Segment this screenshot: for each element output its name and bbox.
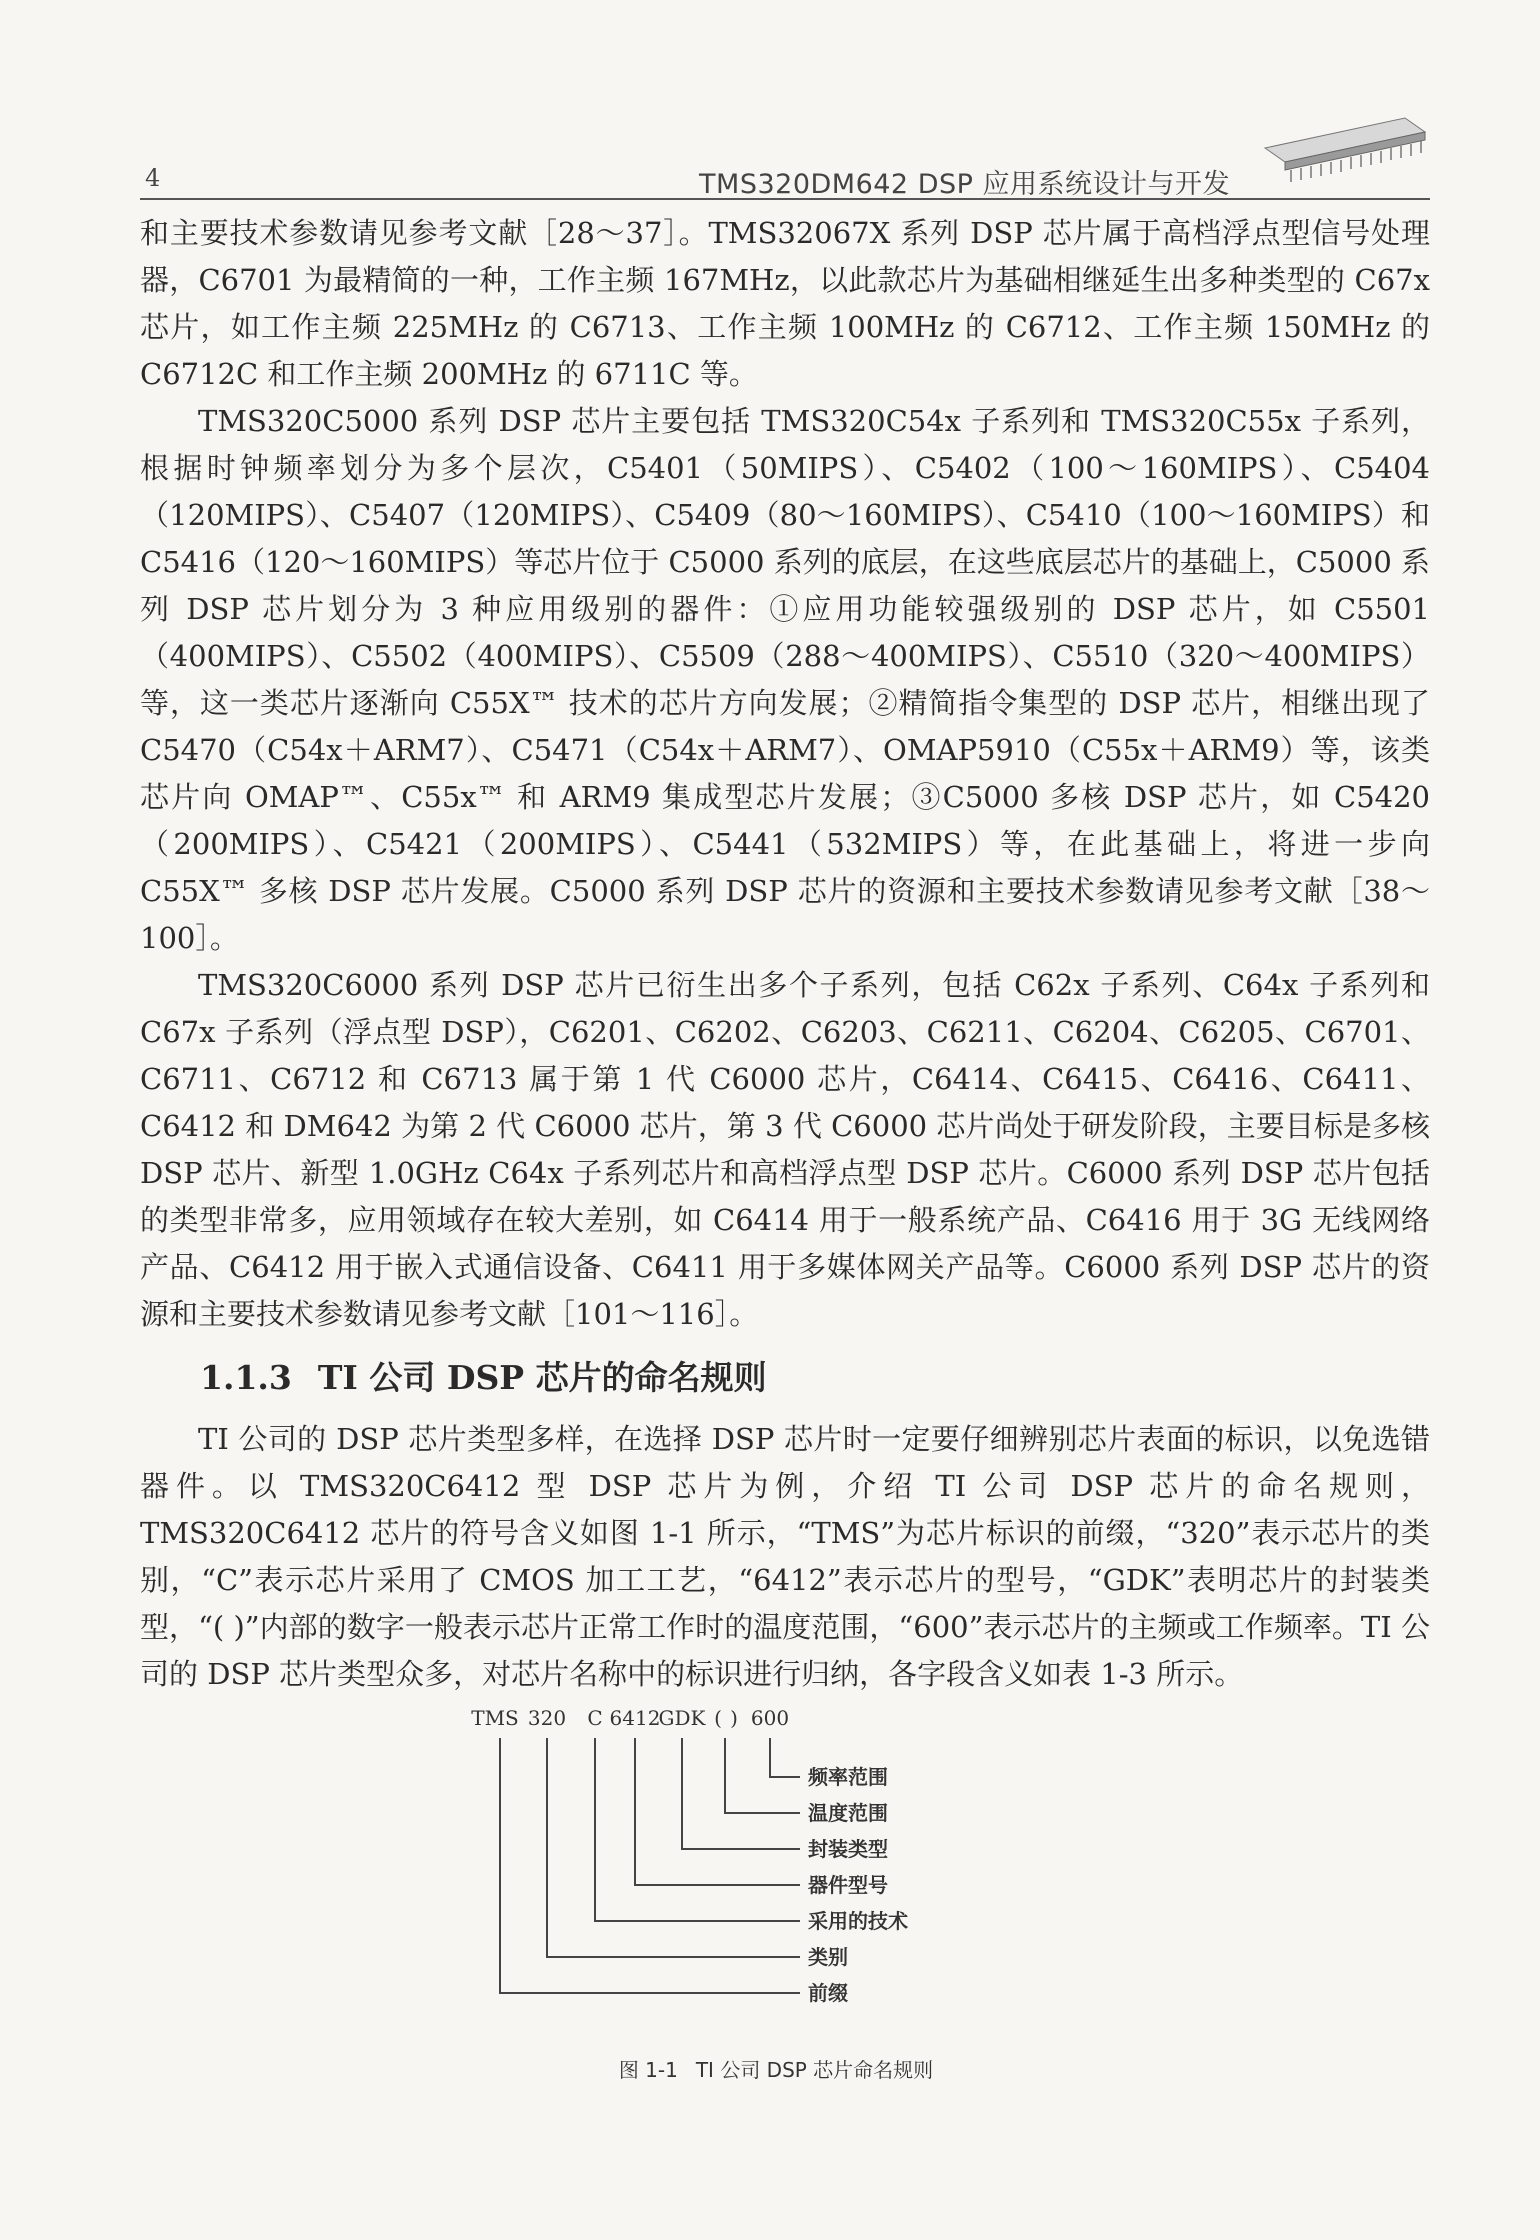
label-package-type: 封装类型	[808, 1837, 888, 1861]
label-category: 类别	[808, 1945, 848, 1969]
naming-diagram	[140, 1698, 1430, 2048]
figure-number: 图 1-1	[618, 2058, 678, 2082]
header-rule	[140, 198, 1430, 200]
figure-caption	[140, 2054, 1430, 2083]
paragraph-3: TMS320C6000 系列 DSP 芯片已衍生出多个子系列，包括 C62x 子系列、C64x 子系列和 C67x 子系列（浮点型 DSP），C6201、C6202、C6203、C6211、C6204、C6205、C6701、C6711、C6712 和 C6713 属于第 1 代 C6000 芯片，C6414、C6415、C6416、C6411、C6412 和 DM642 为第 2 代 C6000 芯片，第 3 代 C6000 芯片尚处于研发阶段，主要目标是多核 DSP 芯片、新型 1.0GHz C64x 子系列芯片和高档浮点型 DSP 芯片。C6000 系列 DSP 芯片包括的类型非常多，应用领域存在较大差别，如 C6414 用于一般系统产品、C6416 用于 3G 无线网络产品、C6412 用于嵌入式通信设备、C6411 用于多媒体网关产品等。C6000 系列 DSP 芯片的资源和主要技术参数请见参考文献［101～116］。	[140, 968, 1430, 1331]
label-prefix: 前缀	[808, 1981, 848, 2005]
field-technology: C	[587, 1706, 603, 1730]
label-temperature-range: 温度范围	[808, 1801, 888, 1825]
page-number: 4	[145, 164, 161, 192]
connector-frequency	[770, 1738, 800, 1777]
connector-device	[635, 1738, 800, 1885]
section-number: 1.1.3	[200, 1358, 292, 1397]
paragraph-4: TI 公司的 DSP 芯片类型多样，在选择 DSP 芯片时一定要仔细辨别芯片表面的标识，以免选错器件。以 TMS320C6412 型 DSP 芯片为例，介绍 TI 公司 DSP 芯片的命名规则，TMS320C6412 芯片的符号含义如图 1-1 所示，“TMS”为芯片标识的前缀，“320”表示芯片的类别，“C”表示芯片采用了 CMOS 加工工艺，“6412”表示芯片的型号，“GDK”表明芯片的封装类型，“( )”内部的数字一般表示芯片正常工作时的温度范围，“600”表示芯片的主频或工作频率。TI 公司的 DSP 芯片类型众多，对芯片名称中的标识进行归纳，各字段含义如表 1-3 所示。	[140, 1422, 1430, 1691]
section-heading	[200, 1348, 1430, 1408]
dsp-chip-icon	[1255, 110, 1430, 190]
field-prefix: TMS	[471, 1706, 519, 1730]
section-title: TI 公司 DSP 芯片的命名规则	[317, 1358, 767, 1397]
connector-category	[547, 1738, 800, 1957]
page-header	[140, 150, 1430, 210]
connector-prefix	[500, 1738, 800, 1993]
label-frequency-range: 频率范围	[808, 1765, 888, 1789]
figure-title: TI 公司 DSP 芯片命名规则	[695, 2058, 934, 2082]
label-device-model: 器件型号	[808, 1873, 888, 1897]
field-temp-open: (	[714, 1706, 722, 1730]
figure-naming-rule	[140, 1698, 1430, 2088]
paragraph-1: 和主要技术参数请见参考文献［28～37］。TMS32067X 系列 DSP 芯片属于高档浮点型信号处理器，C6701 为最精简的一种，工作主频 167MHz，以此款芯片为基础相继延生出多种类型的 C67x 芯片，如工作主频 225MHz 的 C6713、工作主频 100MHz 的 C6712、工作主频 150MHz 的 C6712C 和工作主频 200MHz 的 6711C 等。	[140, 216, 1430, 391]
field-category: 320	[527, 1706, 567, 1730]
field-temp-close: )	[730, 1706, 738, 1730]
running-title: TMS320DM642 DSP 应用系统设计与开发	[699, 169, 1230, 200]
field-frequency: 600	[750, 1706, 790, 1730]
label-technology: 采用的技术	[808, 1909, 908, 1933]
connector-temperature	[725, 1738, 800, 1813]
page-body	[140, 210, 1430, 2088]
paragraph-2: TMS320C5000 系列 DSP 芯片主要包括 TMS320C54x 子系列和 TMS320C55x 子系列，根据时钟频率划分为多个层次，C5401（50MIPS）、C5402（100～160MIPS）、C5404（120MIPS）、C5407（120MIPS）、C5409（80～160MIPS）、C5410（100～160MIPS）和 C5416（120～160MIPS）等芯片位于 C5000 系列的底层，在这些底层芯片的基础上，C5000 系列 DSP 芯片划分为 3 种应用级别的器件：①应用功能较强级别的 DSP 芯片，如 C5501（400MIPS）、C5502（400MIPS）、C5509（288～400MIPS）、C5510（320～400MIPS）等，这一类芯片逐渐向 C55X™ 技术的芯片方向发展；②精简指令集型的 DSP 芯片，相继出现了 C5470（C54x＋ARM7）、C5471（C54x＋ARM7）、OMAP5910（C55x＋ARM9）等，该类芯片向 OMAP™、C55x™ 和 ARM9 集成型芯片发展；③C5000 多核 DSP 芯片，如 C5420（200MIPS）、C5421（200MIPS）、C5441（532MIPS）等，在此基础上，将进一步向 C55X™ 多核 DSP 芯片发展。C5000 系列 DSP 芯片的资源和主要技术参数请见参考文献［38～100］。	[140, 404, 1431, 955]
field-device: 6412	[609, 1706, 661, 1730]
field-package: GDK	[658, 1706, 706, 1730]
connector-package	[682, 1738, 800, 1849]
